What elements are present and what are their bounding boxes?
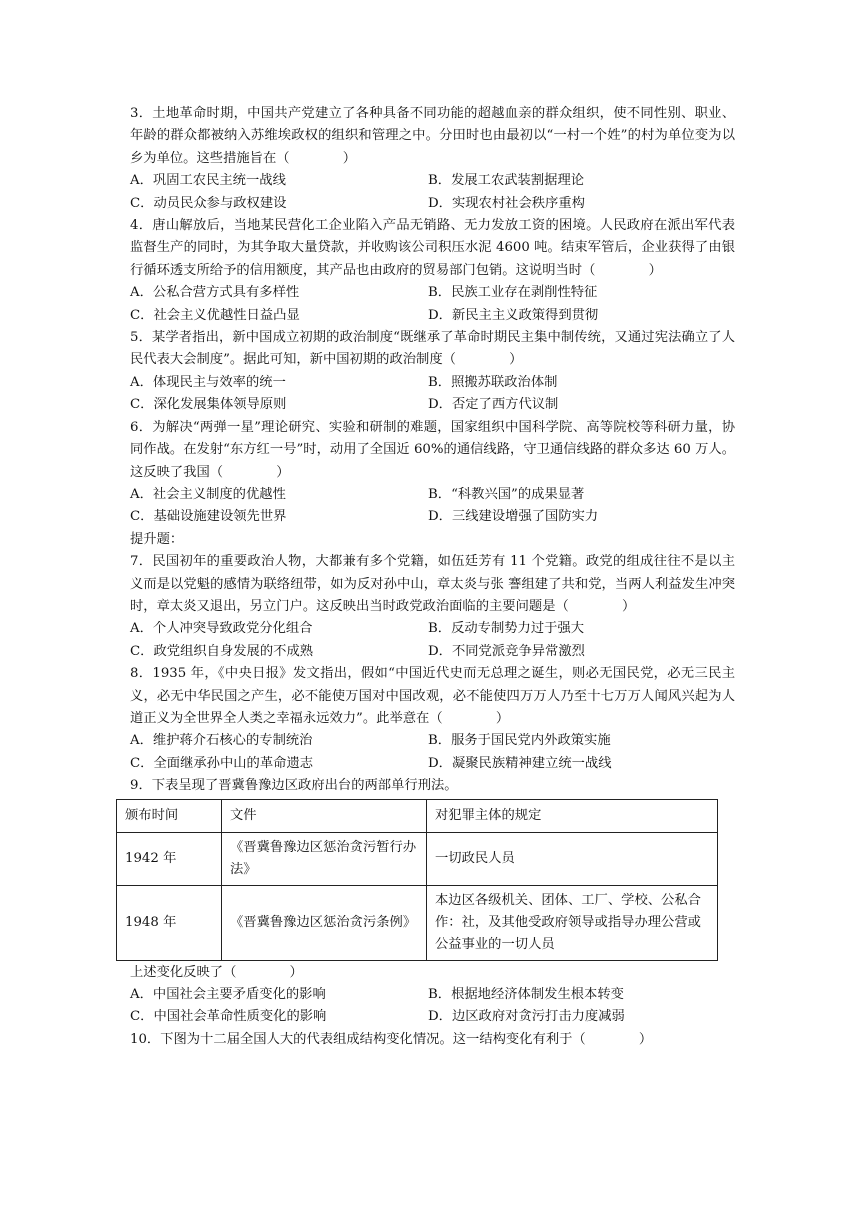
q7-option-c[interactable]: C．政党组织自身发展的不成熟 [130,643,314,659]
table-header-cell: 文件 [222,799,427,832]
q4-options [130,282,735,327]
q9-after: 上述变化反映了（ ） [130,964,303,980]
table-cell: 本边区各级机关、团体、工厂、学校、公私合作：社，及其他受政府领导或指导办理公营或公益事业的一切人员 [427,885,718,960]
table-cell: 1942 年 [117,832,222,885]
q6-option-c[interactable]: C．基础设施建设领先世界 [130,509,287,525]
q7-options [130,618,735,663]
q7-option-d[interactable]: D．不同党派竞争异常激烈 [428,643,585,659]
q8-options [130,730,735,775]
table-cell: 《晋冀鲁豫边区惩治贪污暂行办法》 [222,832,427,885]
table-cell: 《晋冀鲁豫边区惩治贪污条例》 [222,885,427,960]
q5-option-c[interactable]: C．深化发展集体领导原则 [130,397,287,413]
q6-stem: 6．为解决“两弹一星”理论研究、实验和研制的难题，国家组织中国科学院、高等院校等科研力量，协同作战。在发射“东方红一号”时，动用了全国近 60%的通信线路，守卫通信线路的群众多达 60 万人。这反映了我国（ ） [130,419,735,480]
q8-option-b[interactable]: B．服务于国民党内外政策实施 [428,733,611,749]
q3-stem: 3．土地革命时期，中国共产党建立了各种具备不同功能的超越血亲的群众组织，使不同性别、职业、年龄的群众都被纳入苏维埃政权的组织和管理之中。分田时也由最初以“一村一个姓”的村为单位变为以乡为单位。这些措施旨在（ ） [130,106,735,166]
table-cell: 一切政民人员 [427,832,718,885]
q6-option-b[interactable]: B．“科教兴国”的成果显著 [428,486,585,502]
q8-stem: 8．1935 年，《中央日报》发文指出，假如“中国近代史而无总理之诞生，则必无国民党，必无三民主义，必无中华民国之产生，必不能使万国对中国改观，必不能使四万万人乃至十七万万人闻风兴起为人道正义为全世界全人类之幸福永远效力”。此举意在（ ） [130,666,735,726]
table-header-cell: 对犯罪主体的规定 [427,799,718,832]
q9-option-c[interactable]: C．中国社会革命性质变化的影响 [130,1009,327,1025]
table-cell: 1948 年 [117,885,222,960]
q5-option-b[interactable]: B．照搬苏联政治体制 [428,374,558,390]
q4-option-d[interactable]: D．新民主主义政策得到贯彻 [428,307,599,323]
q7-option-b[interactable]: B．反动专制势力过于强大 [428,621,585,637]
q3-option-a[interactable]: A．巩固工农民主统一战线 [130,173,286,189]
q5-stem: 5．某学者指出，新中国成立初期的政治制度“既继承了革命时期民主集中制传统，又通过宪法确立了人民代表大会制度”。据此可知，新中国初期的政治制度（ ） [130,330,735,368]
section-label: 提升题： [130,531,184,547]
table-header-cell: 颁布时间 [117,799,222,832]
q5-option-a[interactable]: A．体现民主与效率的统一 [130,374,286,390]
q4-stem: 4．唐山解放后，当地某民营化工企业陷入产品无销路、无力发放工资的困境。人民政府在派出军代表监督生产的同时，为其争取大量贷款，并收购该公司积压水泥 4600 吨。结束军管后，企业获得了由银行循环透支所给予的信用额度，其产品也由政府的贸易部门包销。这说明当时（ ） [130,218,735,278]
q8-option-a[interactable]: A．维护蒋介石核心的专制统治 [130,733,313,749]
q3-options [130,170,735,215]
q7-stem: 7．民国初年的重要政治人物，大都兼有多个党籍，如伍廷芳有 11 个党籍。政党的组成往往不是以主义而是以党魁的感情为联络纽带，如为反对孙中山，章太炎与张 謇组建了共和党，当两人利益发生冲突时，章太炎又退出，另立门户。这反映出当时政党政治面临的主要问题是（ ） [130,554,735,614]
table-row [117,832,718,885]
q9-options [130,984,735,1029]
q9-table [116,799,718,961]
q4-option-c[interactable]: C．社会主义优越性日益凸显 [130,307,300,323]
q4-option-a[interactable]: A．公私合营方式具有多样性 [130,285,300,301]
q9-option-d[interactable]: D．边区政府对贪污打击力度减弱 [428,1009,625,1025]
q5-options [130,372,735,417]
q8-option-d[interactable]: D．凝聚民族精神建立统一战线 [428,755,612,771]
q9-stem: 9．下表呈现了晋冀鲁豫边区政府出台的两部单行刑法。 [130,778,458,794]
q3-option-d[interactable]: D．实现农村社会秩序重构 [428,195,585,211]
q10-stem: 10．下图为十二届全国人大的代表组成结构变化情况。这一结构变化有利于（ ） [130,1031,653,1047]
table-row [117,885,718,960]
q9-option-a[interactable]: A．中国社会主要矛盾变化的影响 [130,987,326,1002]
q8-option-c[interactable]: C．全面继承孙中山的革命遗志 [130,755,314,771]
q6-option-a[interactable]: A．社会主义制度的优越性 [130,486,286,502]
q4-option-b[interactable]: B．民族工业存在剥削性特征 [428,285,598,301]
exam-page [125,103,735,1051]
q3-option-c[interactable]: C．动员民众参与政权建设 [130,195,287,211]
table-header-row [117,799,718,832]
q6-option-d[interactable]: D．三线建设增强了国防实力 [428,509,599,525]
q6-options [130,484,735,529]
q3-option-b[interactable]: B．发展工农武装割据理论 [428,173,585,189]
q5-option-d[interactable]: D．否定了西方代议制 [428,397,559,413]
q9-option-b[interactable]: B．根据地经济体制发生根本转变 [428,987,624,1002]
q7-option-a[interactable]: A．个人冲突导致政党分化组合 [130,621,313,637]
